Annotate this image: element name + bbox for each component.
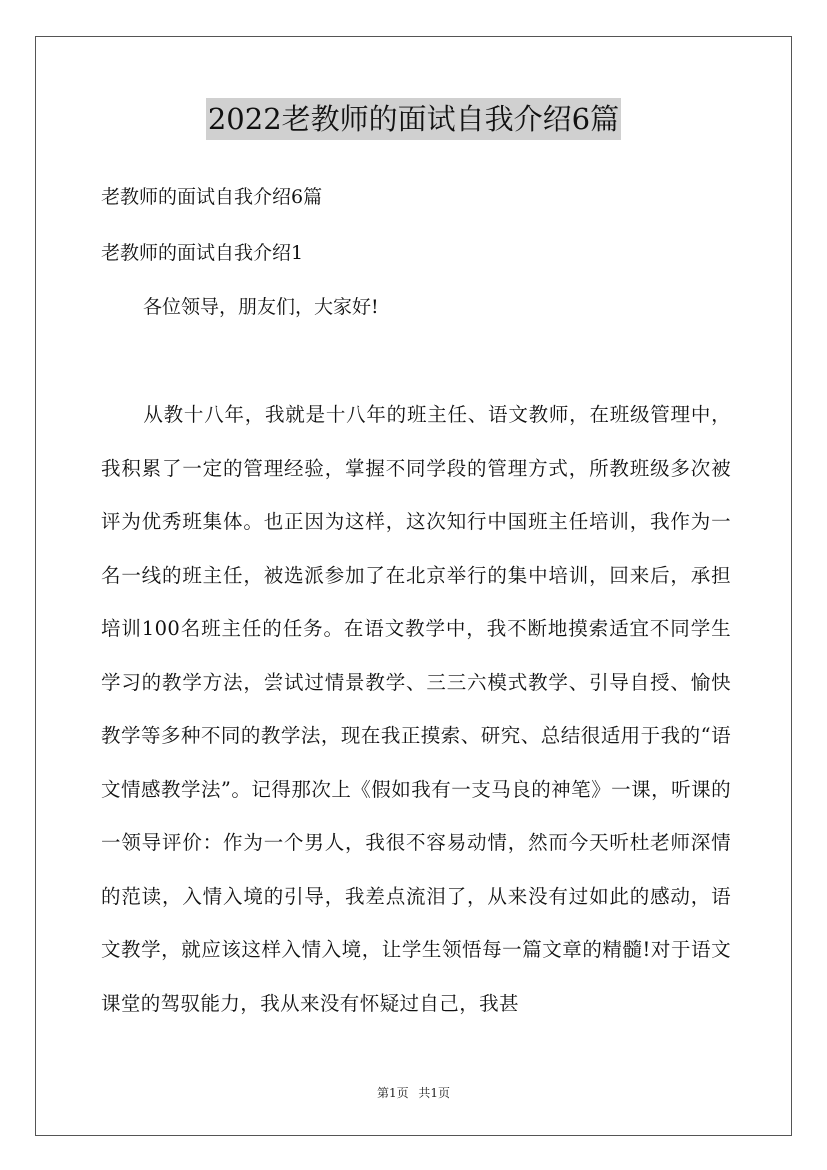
- page-total: 共1页: [418, 1086, 451, 1100]
- page-footer: [0, 1084, 827, 1101]
- document-title: 2022老教师的面试自我介绍6篇: [206, 98, 621, 140]
- title-container: [0, 98, 827, 140]
- section-heading: 老教师的面试自我介绍1: [101, 242, 304, 264]
- document-subtitle: 老教师的面试自我介绍6篇: [101, 186, 323, 208]
- body-paragraph: [101, 388, 731, 1030]
- greeting-line: 各位领导，朋友们，大家好!: [143, 296, 379, 318]
- page-number: 第1页: [376, 1086, 409, 1100]
- paragraph-text: 从教十八年，我就是十八年的班主任、语文教师，在班级管理中，我积累了一定的管理经验，掌握不同学段的管理方式，所教班级多次被评为优秀班集体。也正因为这样，这次知行中国班主任培训，我作为一名一线的班主任，被选派参加了在北京举行的集中培训，回来后，承担培训100名班主任的任务。在语文教学中，我不断地摸索适宜不同学生学习的教学方法，尝试过情景教学、三三六模式教学、引导自授、愉快教学等多种不同的教学法，现在我正摸索、研究、总结很适用于我的“语文情感教学法”。记得那次上《假如我有一支马良的神笔》一课，听课的一领导评价：作为一个男人，我很不容易动情，然而今天听杜老师深情的范读，入情入境的引导，我差点流泪了，从来没有过如此的感动，语文教学，就应该这样入情入境，让学生领悟每一篇文章的精髓!对于语文课堂的驾驭能力，我从来没有怀疑过自己，我甚: [101, 403, 731, 1015]
